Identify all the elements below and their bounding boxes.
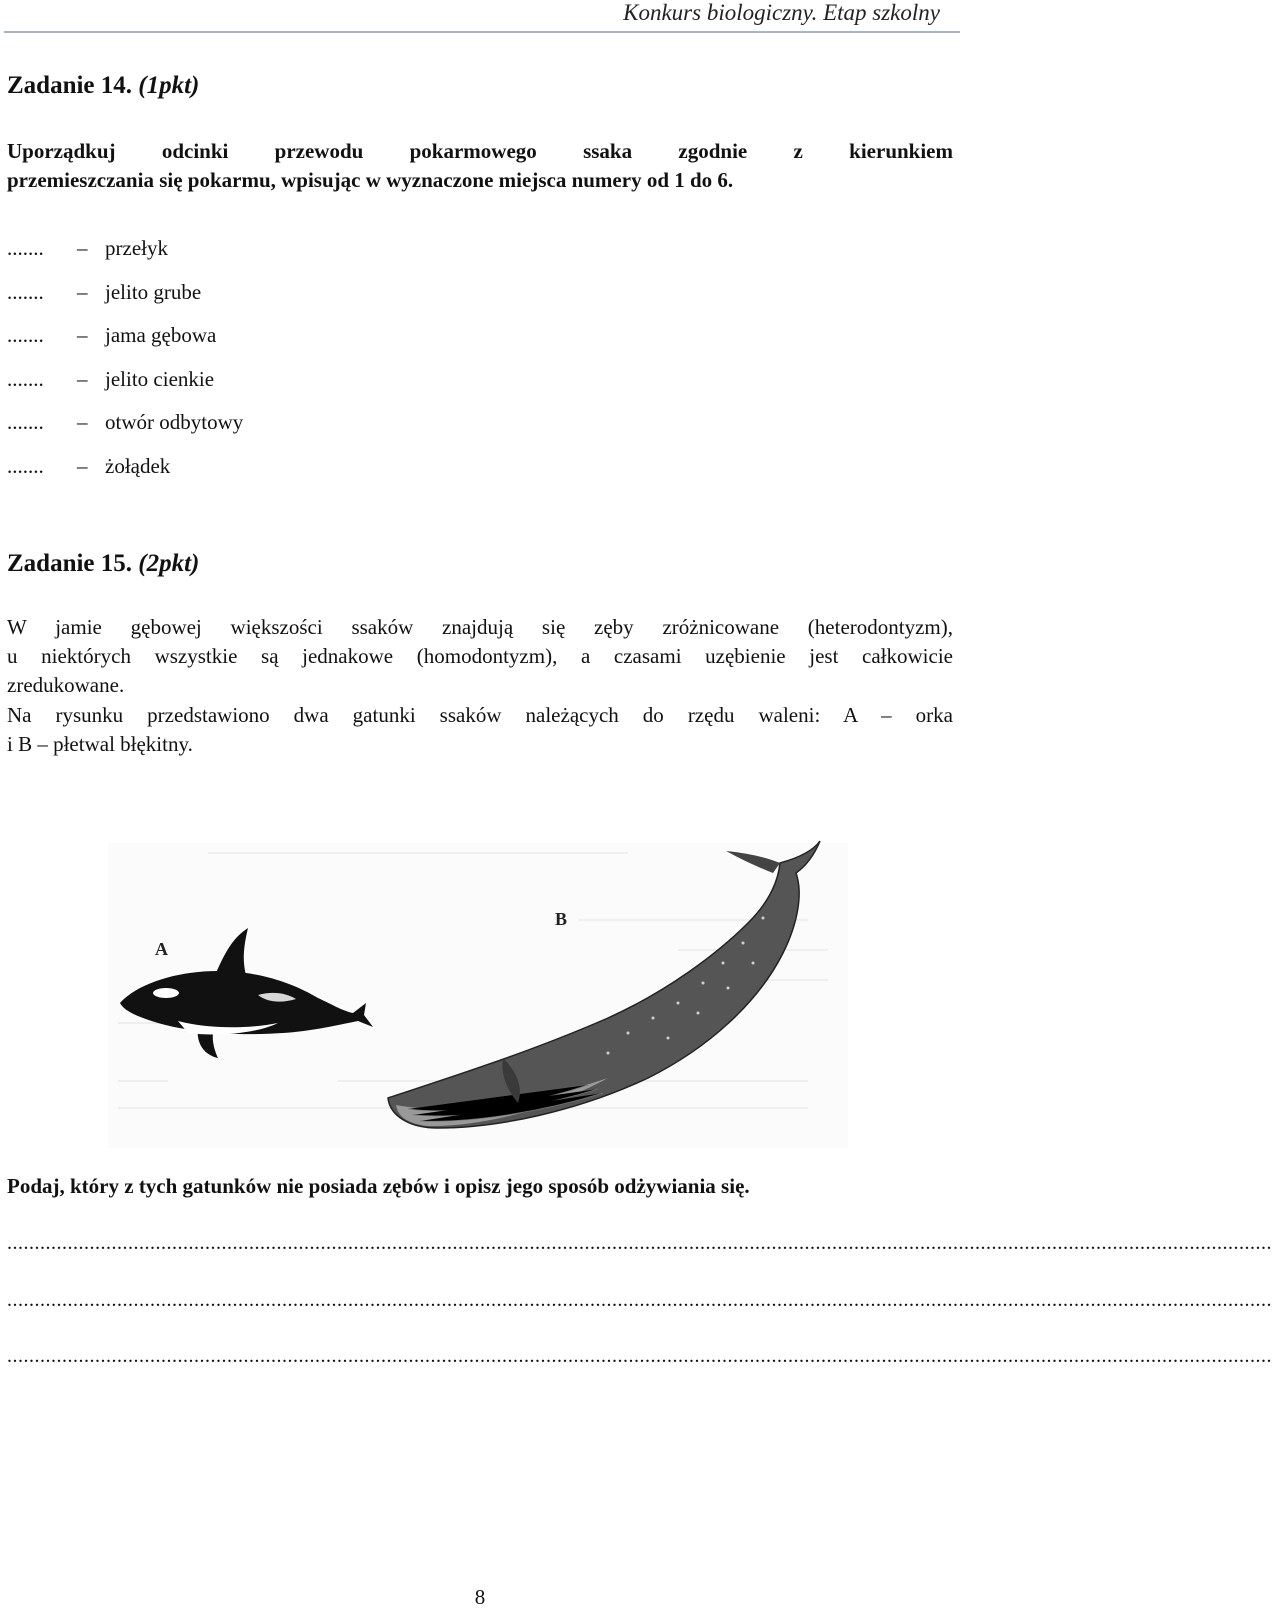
list-item [7, 401, 243, 445]
list-item-label: przełyk [105, 236, 168, 261]
task15-question: Podaj, który z tych gatunków nie posiada zębów i opisz jego sposób odżywiania się. [7, 1174, 750, 1198]
answer-line[interactable]: ...................................................................................................................................................................................................................................... [7, 1289, 1272, 1311]
task14-instruction [7, 137, 953, 195]
dash: – [77, 236, 88, 261]
task15-p1-line3: zredukowane. [7, 673, 125, 697]
header-title: Konkurs biologiczny. Etap szkolny [623, 0, 940, 25]
list-item [7, 271, 243, 315]
label-a: A [155, 939, 168, 959]
task14-instruction-line1: Uporządkuj odcinki przewodu pokarmowego ssaka zgodnie z kierunkiem [7, 139, 953, 163]
answer-line[interactable]: ...................................................................................................................................................................................................................................... [7, 1345, 1272, 1367]
page-number: 8 [474, 1585, 486, 1609]
dash: – [77, 279, 88, 304]
list-item-label: jelito cienkie [105, 366, 215, 391]
whales-figure [108, 843, 848, 1148]
list-item [7, 358, 243, 402]
list-item-label: żołądek [105, 453, 171, 478]
task15-p2-line1: Na rysunku przedstawiono dwa gatunki ssaków należących do rzędu waleni: A – orka [7, 703, 953, 727]
list-item [7, 314, 243, 358]
list-item-label: otwór odbytowy [105, 410, 244, 435]
whales-illustration [108, 843, 848, 1148]
page-header [0, 0, 960, 34]
dash: – [77, 453, 88, 478]
list-item-label: jelito grube [105, 279, 202, 304]
task15-title [7, 550, 199, 578]
list-item-label: jama gębowa [105, 323, 217, 348]
list-item [7, 445, 243, 489]
task14-title-text: Zadanie 14. [7, 72, 133, 99]
header-rule [4, 31, 960, 33]
task14-list [7, 227, 243, 488]
label-b: B [555, 909, 568, 929]
task14-points: (1pkt) [138, 72, 200, 99]
dash: – [77, 366, 88, 391]
answer-slot[interactable]: ....... [7, 279, 44, 304]
answer-line[interactable]: ...................................................................................................................................................................................................................................... [7, 1232, 1272, 1254]
answer-slot[interactable]: ....... [7, 410, 44, 435]
task15-title-text: Zadanie 15. [7, 550, 133, 577]
task15-p1-line2: u niektórych wszystkie są jednakowe (homodontyzm), a czasami uzębienie jest całkowicie [7, 644, 953, 668]
answer-slot[interactable]: ....... [7, 453, 44, 478]
task15-paragraph-2 [7, 701, 953, 759]
task14-title [7, 72, 199, 100]
answer-slot[interactable]: ....... [7, 323, 44, 348]
answer-slot[interactable]: ....... [7, 236, 44, 261]
task15-p1-line1: W jamie gębowej większości ssaków znajdują się zęby zróżnicowane (heterodontyzm), [7, 615, 953, 639]
list-item [7, 227, 243, 271]
answer-slot[interactable]: ....... [7, 366, 44, 391]
task15-paragraph-1 [7, 613, 953, 700]
dash: – [77, 323, 88, 348]
dash: – [77, 410, 88, 435]
task14-instruction-line2: przemieszczania się pokarmu, wpisując w wyznaczone miejsca numery od 1 do 6. [7, 168, 734, 192]
task15-p2-line2: i B – płetwal błękitny. [7, 732, 193, 756]
task15-points: (2pkt) [138, 550, 200, 577]
